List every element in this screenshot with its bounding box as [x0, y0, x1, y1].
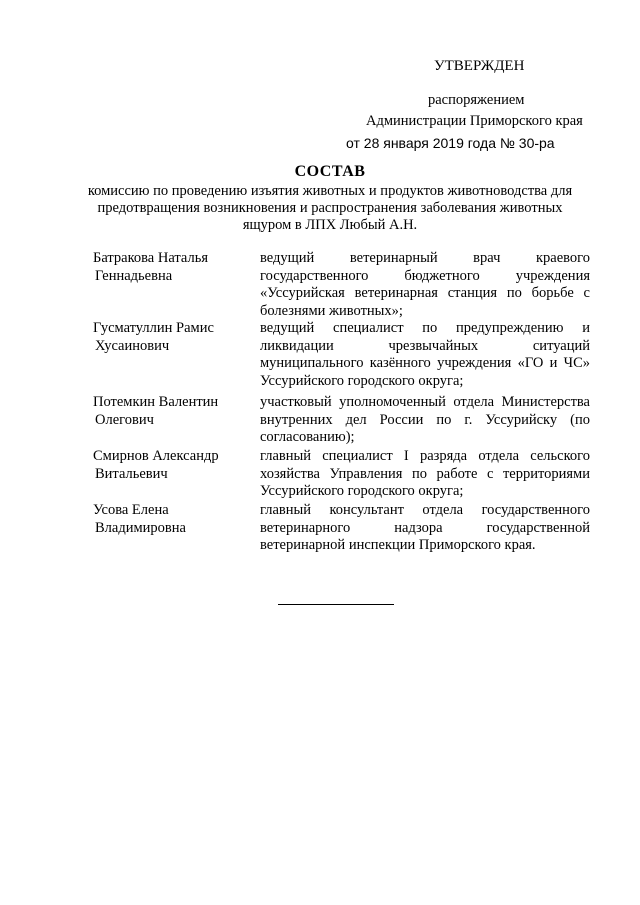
member-role: ведущий ветеринарный врач краевого государственного бюджетного учреждения «Уссурийская ветеринарная станция по борьбе с болезнями животных»;: [260, 250, 590, 319]
member-patronymic: Хусаинович: [95, 337, 170, 354]
member-surname-name: Усова Елена: [93, 502, 169, 518]
member-name: [93, 250, 260, 316]
member-role: участковый уполномоченный отдела Министерства внутренних дел России по г. Уссурийску (по согласованию);: [260, 394, 590, 445]
approval-title: УТВЕРЖДЕН: [434, 58, 525, 74]
member-row: [93, 502, 590, 556]
approval-line-administration: Администрации Приморского края: [366, 113, 583, 129]
member-name: [93, 502, 260, 556]
member-name: [93, 394, 260, 444]
member-row: [93, 448, 590, 498]
member-row: [93, 320, 590, 390]
document-subtitle: комиссию по проведению изъятия животных и продуктов животноводства для предотвращения возникновения и распространения заболевания животных ящуром в ЛПХ Любый А.Н.: [87, 183, 573, 233]
closing-divider: [278, 604, 394, 605]
member-patronymic: Владимировна: [95, 519, 186, 536]
approval-line-date-number: от 28 января 2019 года № 30-ра: [346, 135, 555, 151]
members-list: [93, 250, 590, 560]
member-role: ведущий специалист по предупреждению и ликвидации чрезвычайных ситуаций муниципального казённого учреждения «ГО и ЧС» Уссурийского городского округа;: [260, 320, 590, 389]
member-name: [93, 448, 260, 498]
member-patronymic: Олегович: [95, 411, 154, 428]
member-surname-name: Батракова Наталья: [93, 250, 208, 266]
member-patronymic: Витальевич: [95, 465, 168, 482]
member-surname-name: Потемкин Валентин: [93, 394, 219, 410]
member-patronymic: Геннадьевна: [95, 267, 173, 284]
member-role: главный консультант отдела государственного ветеринарного надзора государственной ветеринарной инспекции Приморского края.: [260, 502, 590, 553]
member-row: [93, 250, 590, 319]
member-surname-name: Смирнов Александр: [93, 448, 219, 464]
member-row: [93, 394, 590, 444]
member-role: главный специалист I разряда отдела сельского хозяйства Управления по работе с территориями Уссурийского городского округа;: [260, 448, 590, 499]
approval-line-decree: распоряжением: [428, 92, 525, 108]
member-surname-name: Гусматуллин Рамис: [93, 320, 214, 336]
document-title: СОСТАВ: [294, 163, 366, 180]
member-name: [93, 320, 260, 390]
